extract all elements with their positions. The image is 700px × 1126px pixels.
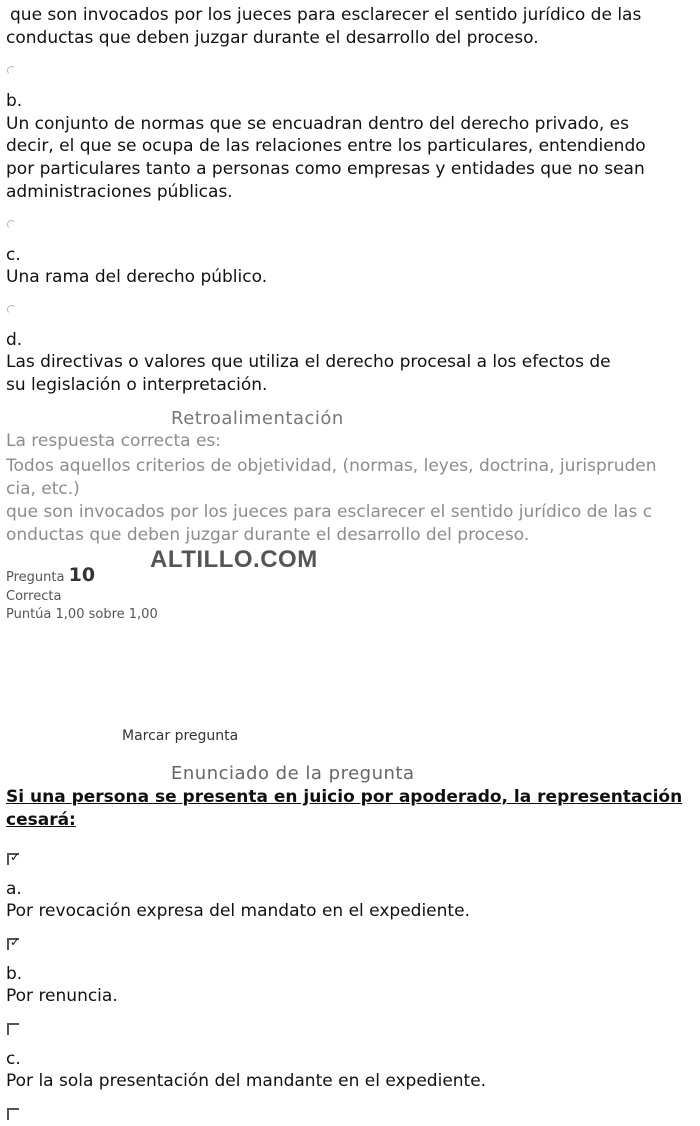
option-d-letter: d. xyxy=(6,330,23,350)
option-c-letter: c. xyxy=(6,1049,21,1069)
question-text-line: cesará: xyxy=(6,810,76,830)
option-b-letter: b. xyxy=(6,964,23,984)
question-number: 10 xyxy=(68,564,96,586)
option-b-checkbox[interactable] xyxy=(7,935,21,950)
option-b-text-line: Un conjunto de normas que se encuadran dentro del derecho privado, es xyxy=(6,114,629,134)
option-a-text: Por revocación expresa del mandato en el expediente. xyxy=(6,901,470,921)
question-score: Puntúa 1,00 sobre 1,00 xyxy=(6,607,158,622)
checkmark-icon: ✓ xyxy=(10,850,21,864)
feedback-intro: La respuesta correcta es: xyxy=(6,431,221,451)
option-c-letter: c. xyxy=(6,245,21,265)
option-b-radio[interactable] xyxy=(7,66,16,75)
option-a-text-line: conductas que deben juzgar durante el desarrollo del proceso. xyxy=(6,28,539,48)
option-d-text-line: Las directivas o valores que utiliza el derecho procesal a los efectos de xyxy=(6,352,611,372)
option-c-text: Por la sola presentación del mandante en el expediente. xyxy=(6,1071,487,1091)
feedback-text-line: onductas que deben juzgar durante el desarrollo del proceso. xyxy=(6,525,530,545)
option-c-text: Una rama del derecho público. xyxy=(6,267,268,287)
option-c-checkbox[interactable] xyxy=(7,1023,19,1035)
question-label: Pregunta xyxy=(6,570,65,585)
option-b-text-line: administraciones públicas. xyxy=(6,182,233,202)
option-b-text-line: decir, el que se ocupa de las relaciones entre los particulares, entendiendo xyxy=(6,136,646,156)
question-text xyxy=(6,786,682,832)
checkmark-icon: ✓ xyxy=(10,935,21,949)
feedback-text-line: que son invocados por los jueces para esclarecer el sentido jurídico de las c xyxy=(6,502,653,522)
option-a-letter: a. xyxy=(6,879,22,899)
option-b-text-line: por particulares tanto a personas como empresas y entidades que no sean xyxy=(6,159,645,179)
option-d-text-line: su legislación o interpretación. xyxy=(6,375,268,395)
question-statement-title: Enunciado de la pregunta xyxy=(171,763,415,784)
watermark-logo: ALTILLO.COM xyxy=(150,546,318,573)
option-a-checkbox[interactable] xyxy=(7,850,21,865)
option-c-radio[interactable] xyxy=(7,220,16,229)
question-text-line: Si una persona se presenta en juicio por apoderado, la representación xyxy=(6,787,683,807)
question-number-label xyxy=(6,564,96,586)
option-d-checkbox[interactable] xyxy=(7,1108,19,1120)
option-b-text: Por renuncia. xyxy=(6,986,118,1006)
option-a-text-line: que son invocados por los jueces para esclarecer el sentido jurídico de las xyxy=(10,5,642,25)
feedback-title: Retroalimentación xyxy=(171,408,344,429)
question-status: Correcta xyxy=(6,589,62,604)
option-d-radio[interactable] xyxy=(7,305,16,314)
option-b-letter: b. xyxy=(6,91,23,111)
feedback-text-line: Todos aquellos criterios de objetividad, (normas, leyes, doctrina, jurispruden xyxy=(6,456,657,476)
flag-question-link[interactable]: Marcar pregunta xyxy=(122,728,239,744)
feedback-text-line: cia, etc.) xyxy=(6,479,80,499)
